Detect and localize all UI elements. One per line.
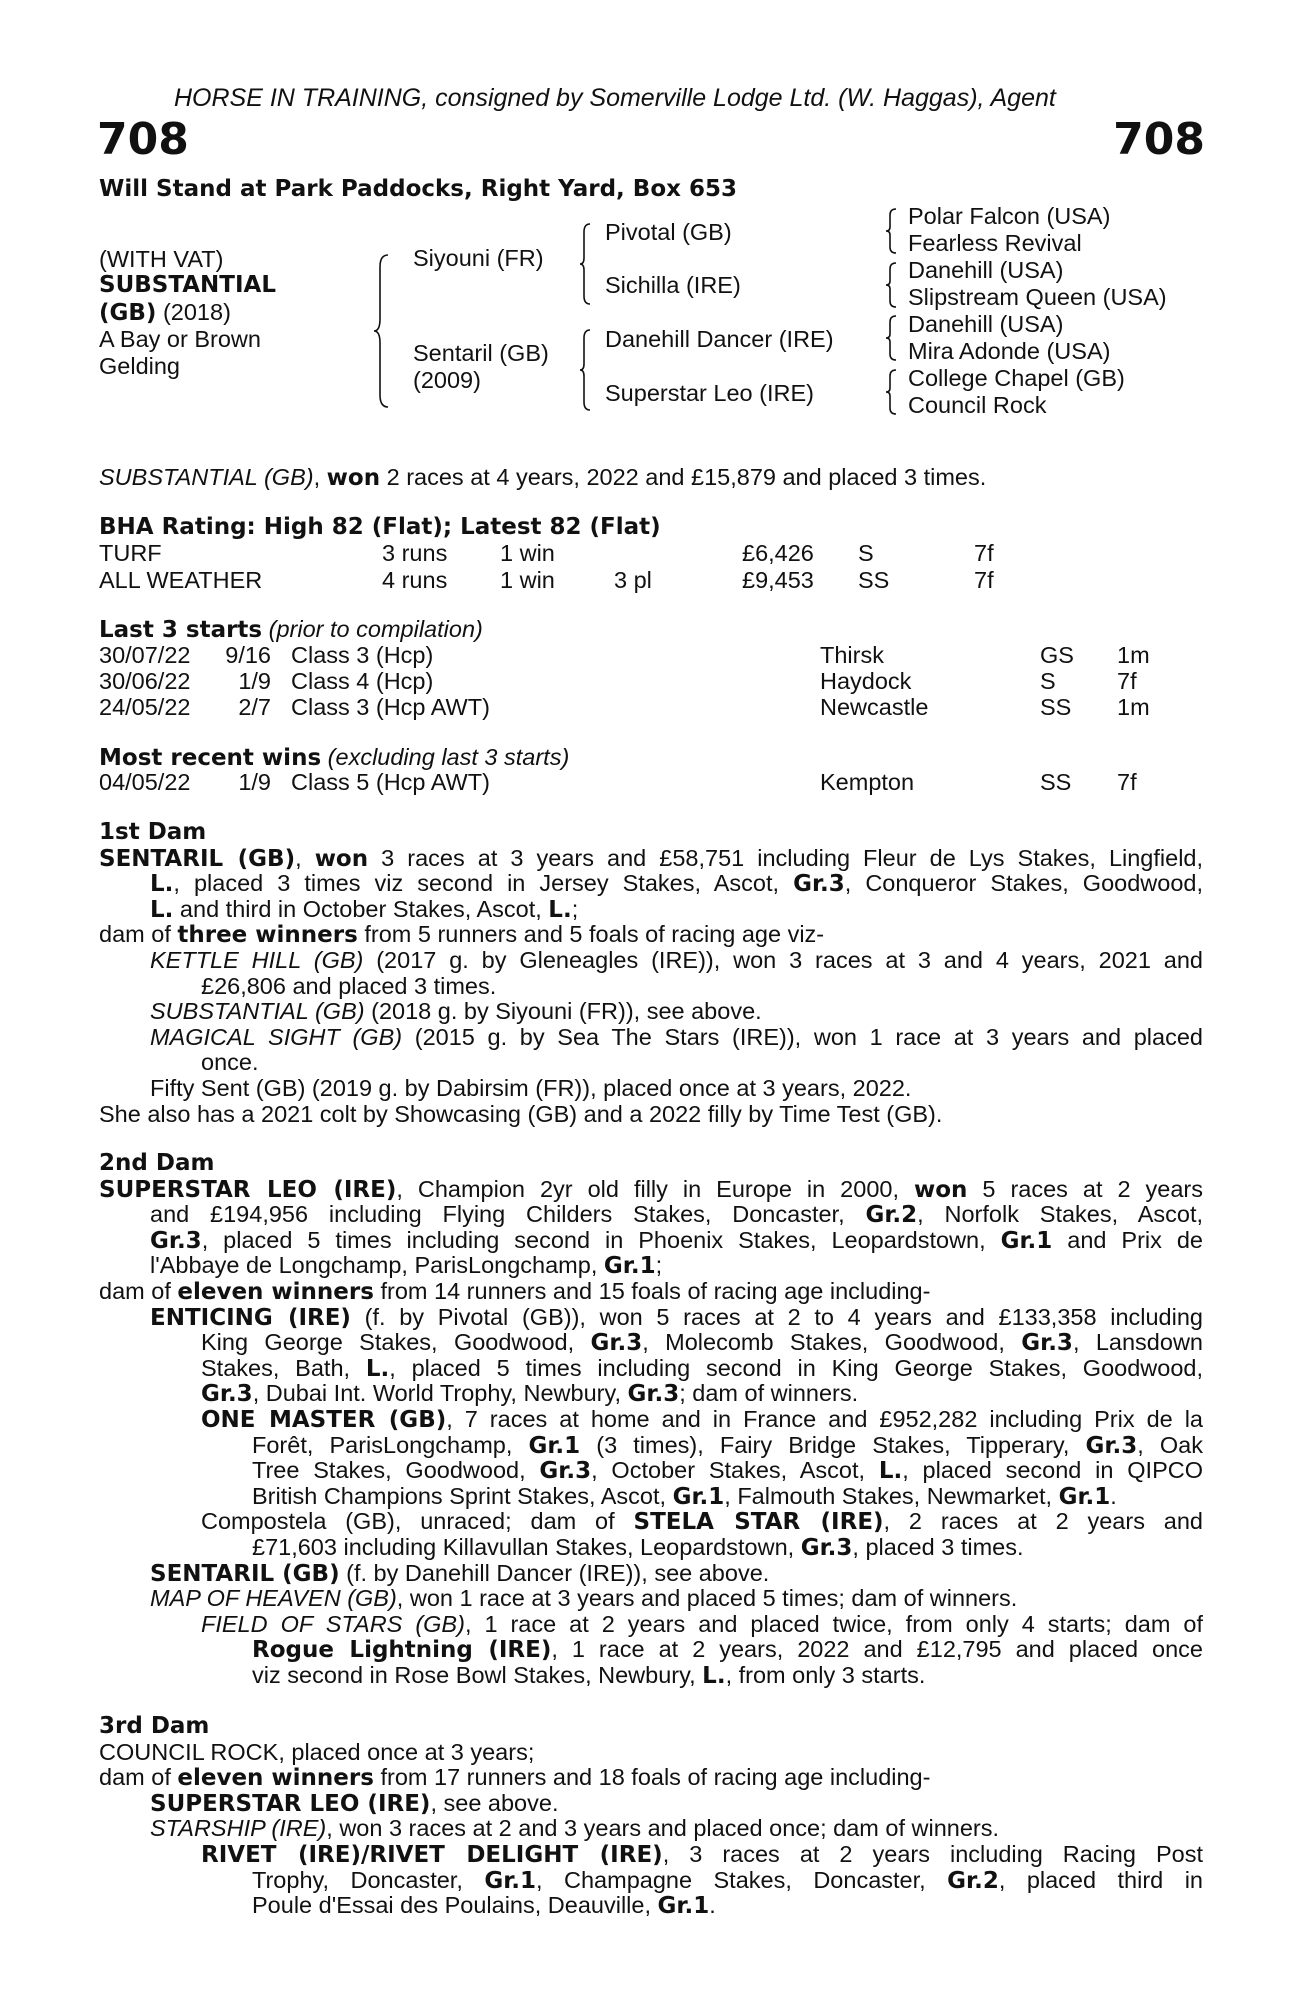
text: Poule d'Essai des Poulains, Deauville, [252, 1892, 658, 1919]
bold-text: SENTARIL (GB) [150, 1560, 340, 1587]
bold-text: ONE MASTER (GB) [201, 1407, 447, 1433]
bold-text: Rogue Lightning (IRE) [252, 1637, 552, 1663]
horse-country: (GB) [99, 300, 157, 326]
text: , won 3 races at 2 and 3 years and placed once; dam of winners. [326, 1815, 1000, 1842]
last-starts-note: (prior to compilation) [262, 616, 483, 642]
text: , see above. [430, 1789, 559, 1816]
text: , won 1 race at 3 years and placed 5 times; dam of winners. [396, 1585, 1018, 1612]
bold-text: Gr.3 [539, 1458, 592, 1484]
dam-text-line [252, 1535, 1024, 1562]
pedigree-sire-sire: Pivotal (GB) [605, 219, 732, 245]
text: from 17 runners and 18 foals of racing age including- [373, 1764, 931, 1791]
horse-country-year [99, 300, 231, 327]
text: viz second in Rose Bowl Stakes, Newbury, [252, 1662, 703, 1688]
pedigree-sire: Siyouni (FR) [413, 245, 544, 271]
last-start-course: Thirsk [820, 642, 884, 668]
pedigree-g3-3: Danehill (USA) [908, 257, 1064, 283]
text: £26,806 and placed 3 times. [201, 972, 497, 999]
text: Trophy, Doncaster, [252, 1867, 485, 1893]
text: , Conqueror Stakes, Goodwood, [844, 871, 1203, 897]
last-start-pos: 9/16 [225, 642, 271, 668]
text: , Champion 2yr old filly in Europe in 2000, [396, 1176, 914, 1202]
dam-text-line [201, 1356, 1203, 1382]
bold-text: Gr.3 [150, 1227, 202, 1254]
text: , 7 races at home and in France and £952,282 including Prix de la [446, 1407, 1203, 1432]
dam-text-line [99, 1102, 942, 1128]
bold-text: Gr.1 [657, 1893, 710, 1920]
stand-location: Will Stand at Park Paddocks, Right Yard, Box 653 [99, 176, 737, 202]
last-start-distance: 1m [1117, 642, 1150, 668]
dam-text-line [252, 1893, 716, 1920]
text: , Dubai Int. World Trophy, Newbury, [252, 1380, 628, 1407]
dam-text-line [99, 1279, 930, 1306]
dam-text-line [99, 1740, 534, 1766]
text: , Norfolk Stakes, Ascot, [917, 1202, 1203, 1228]
recent-wins-note: (excluding last 3 starts) [321, 744, 570, 770]
dam-text-line [150, 1202, 1203, 1228]
pedigree-brace-g3-3 [884, 314, 898, 362]
bold-text: SUPERSTAR LEO (IRE) [150, 1790, 431, 1817]
text: from 5 runners and 5 foals of racing age viz- [357, 921, 825, 948]
italic-text: FIELD OF STARS (GB) [201, 1611, 465, 1637]
text: , from only 3 starts. [725, 1662, 926, 1688]
bold-text: Gr.1 [1058, 1483, 1111, 1510]
rating-runs: 3 runs [382, 540, 448, 566]
text: dam of [99, 921, 178, 948]
last-starts-heading [99, 617, 483, 644]
text: , Oak [1137, 1432, 1203, 1458]
dam-text-line [99, 1765, 930, 1792]
last-start-pos: 1/9 [238, 668, 271, 694]
text: Fifty Sent (GB) (2019 g. by Dabirsim (FR)), placed once at 3 years, 2022. [150, 1075, 912, 1101]
summary-rest: 2 races at 4 years, 2022 and £15,879 and placed 3 times. [380, 464, 987, 490]
recent-wins-heading [99, 745, 569, 772]
lot-number-right: 708 [1113, 114, 1205, 165]
dam-text-line [150, 948, 1203, 974]
text: from 14 runners and 15 foals of racing age including- [373, 1278, 931, 1304]
last-start-distance: 7f [1117, 668, 1137, 694]
text: , placed 3 times viz second in Jersey Stakes, Ascot, [173, 871, 794, 897]
last-start-race: Class 4 (Hcp) [291, 668, 434, 694]
text: and £194,956 including Flying Childers Stakes, Doncaster, [150, 1202, 866, 1228]
text: (3 times), Fairy Bridge Stakes, Tipperary, [580, 1432, 1086, 1458]
dam-text-line [99, 922, 824, 949]
horse-year: (2018) [156, 299, 231, 325]
bold-text: L. [702, 1663, 726, 1689]
dam-text-line [201, 1407, 1203, 1433]
lot-number-left: 708 [97, 114, 189, 165]
bold-text: L. [548, 896, 572, 923]
bold-text: SENTARIL (GB) [99, 845, 296, 872]
recent-win-date: 04/05/22 [99, 769, 191, 795]
last-start-date: 30/07/22 [99, 642, 191, 668]
bold-text: Gr.3 [793, 871, 845, 897]
rating-placed: 3 pl [614, 567, 652, 593]
text: dam of [99, 1278, 178, 1304]
rating-runs: 4 runs [382, 567, 448, 593]
italic-text: SUBSTANTIAL (GB) [150, 998, 365, 1025]
text: British Champions Sprint Stakes, Ascot, [252, 1482, 673, 1509]
last-start-race: Class 3 (Hcp) [291, 642, 434, 668]
dam-text-line [252, 1484, 1117, 1511]
pedigree-dam-dam: Superstar Leo (IRE) [605, 380, 814, 406]
text: Forêt, ParisLongchamp, [252, 1432, 529, 1458]
dam-text-line [150, 871, 1203, 897]
bold-text: Gr.3 [1021, 1330, 1073, 1356]
bold-text: SUPERSTAR LEO (IRE) [99, 1176, 397, 1203]
rating-going: S [858, 540, 874, 566]
bha-rating-heading: BHA Rating: High 82 (Flat); Latest 82 (Flat) [99, 514, 661, 540]
last-start-pos: 2/7 [238, 694, 271, 720]
pedigree-dam: Sentaril (GB) [413, 340, 549, 366]
dam-heading: 1st Dam [99, 819, 207, 845]
text: , 3 races at 2 years including Racing Post [662, 1842, 1203, 1867]
rating-surface: ALL WEATHER [99, 567, 263, 593]
dam-text-line [201, 1050, 259, 1076]
dam-heading: 3rd Dam [99, 1713, 210, 1739]
last-start-going: GS [1040, 642, 1074, 668]
bold-text: Gr.3 [627, 1381, 680, 1408]
summary-won: won [326, 465, 381, 491]
text: She also has a 2021 colt by Showcasing (GB) and a 2022 filly by Time Test (GB). [99, 1100, 943, 1127]
dam-text-line [99, 846, 1203, 872]
dam-text-line [201, 1842, 1203, 1868]
recent-win-course: Kempton [820, 769, 915, 795]
last-start-going: S [1040, 668, 1056, 694]
text: ; [571, 895, 579, 922]
text: Tree Stakes, Goodwood, [252, 1458, 540, 1484]
dam-heading: 2nd Dam [99, 1150, 215, 1176]
last-starts-title: Last 3 starts [99, 617, 263, 643]
dam-text-line [150, 1305, 1203, 1331]
text: , [295, 845, 315, 871]
dam-text-line [252, 1637, 1203, 1663]
summary-horse-name: SUBSTANTIAL (GB) [99, 464, 314, 490]
text: , 1 race at 2 years, 2022 and £12,795 and placed once [551, 1637, 1203, 1663]
bold-text: L. [365, 1355, 390, 1382]
pedigree-brace-gen1 [372, 253, 392, 409]
rating-distance: 7f [974, 567, 994, 593]
text: and third in October Stakes, Ascot, [173, 895, 549, 922]
text: . [709, 1892, 716, 1919]
rating-wins: 1 win [500, 540, 555, 566]
pedigree-brace-g3-1 [884, 207, 898, 255]
text: , 1 race at 2 years and placed twice, from only 4 starts; dam of [464, 1611, 1203, 1637]
bold-text: Gr.1 [603, 1253, 656, 1280]
bold-text: Gr.3 [201, 1381, 253, 1408]
pedigree-sire-dam: Sichilla (IRE) [605, 272, 741, 298]
recent-win-distance: 7f [1117, 769, 1137, 795]
dam-text-line [150, 1561, 769, 1588]
recent-win-race: Class 5 (Hcp AWT) [291, 769, 490, 795]
dam-text-line [99, 1177, 1203, 1203]
text: King George Stakes, Goodwood, [201, 1330, 591, 1356]
text: , placed 3 times. [852, 1534, 1024, 1560]
dam-text-line [252, 1663, 925, 1690]
bold-text: Gr.3 [1085, 1432, 1138, 1459]
rating-earnings: £9,453 [742, 567, 814, 593]
text: (2018 g. by Siyouni (FR)), see above. [364, 998, 762, 1025]
dam-text-line [150, 1076, 911, 1102]
dam-text-line [201, 1381, 858, 1408]
pedigree-brace-dam [578, 328, 592, 412]
text: Compostela (GB), unraced; dam of [201, 1509, 634, 1535]
text: , Champagne Stakes, Doncaster, [536, 1867, 948, 1893]
text: (f. by Pivotal (GB)), won 5 races at 2 to 4 years and £133,358 including [350, 1304, 1203, 1330]
last-start-course: Newcastle [820, 694, 929, 720]
recent-wins-title: Most recent wins [99, 745, 322, 771]
text: l'Abbaye de Longchamp, ParisLongchamp, [150, 1252, 604, 1279]
dam-text-line [150, 1816, 999, 1842]
pedigree-brace-sire [578, 222, 592, 306]
text: , Falmouth Stakes, Newmarket, [724, 1482, 1059, 1509]
text: dam of [99, 1764, 178, 1791]
dam-text-line [201, 1509, 1203, 1535]
rating-earnings: £6,426 [742, 540, 814, 566]
bold-text: won [314, 845, 369, 872]
italic-text: MAGICAL SIGHT (GB) [150, 1024, 403, 1050]
dam-text-line [252, 1868, 1203, 1894]
bold-text: Gr.1 [528, 1432, 581, 1459]
text: (2015 g. by Sea The Stars (IRE)), won 1 race at 3 years and placed [402, 1024, 1203, 1050]
rating-going: SS [858, 567, 890, 593]
text: 3 races at 3 years and £58,751 including Fleur de Lys Stakes, Lingfield, [368, 845, 1203, 871]
rating-wins: 1 win [500, 567, 555, 593]
dam-text-line [252, 1433, 1203, 1459]
text: , 2 races at 2 years and [883, 1509, 1203, 1535]
horse-name: SUBSTANTIAL [99, 272, 276, 298]
horse-sex: Gelding [99, 353, 180, 379]
dam-text-line [150, 1228, 1203, 1254]
pedigree-g3-1: Polar Falcon (USA) [908, 203, 1111, 229]
text: 5 races at 2 years [967, 1176, 1203, 1202]
italic-text: STARSHIP (IRE) [150, 1815, 327, 1842]
last-start-date: 30/06/22 [99, 668, 191, 694]
dam-text-line [150, 1025, 1203, 1051]
dam-text-line [252, 1458, 1203, 1484]
text: , Molecomb Stakes, Goodwood, [642, 1330, 1022, 1356]
last-start-date: 24/05/22 [99, 694, 191, 720]
dam-text-line [150, 999, 762, 1025]
pedigree-g3-5: Danehill (USA) [908, 311, 1064, 337]
bold-text: RIVET (IRE)/RIVET DELIGHT (IRE) [201, 1842, 663, 1868]
text: , placed 5 times including second in King George Stakes, Goodwood, [389, 1355, 1203, 1381]
pedigree-brace-g3-2 [884, 261, 898, 309]
bold-text: eleven winners [177, 1765, 374, 1792]
rating-surface: TURF [99, 540, 162, 566]
consignment-line: HORSE IN TRAINING, consigned by Somerville Lodge Ltd. (W. Haggas), Agent [174, 84, 1056, 112]
dam-text-line [201, 974, 496, 1000]
dam-text-line [150, 897, 578, 924]
pedigree-g3-2: Fearless Revival [908, 230, 1082, 256]
pedigree-g3-8: Council Rock [908, 392, 1047, 418]
bold-text: eleven winners [177, 1279, 374, 1305]
pedigree-brace-g3-4 [884, 368, 898, 416]
text: (f. by Danehill Dancer (IRE)), see above. [339, 1559, 770, 1586]
bold-text: Gr.1 [484, 1867, 537, 1894]
text: £71,603 including Killavullan Stakes, Leopardstown, [252, 1534, 801, 1560]
dam-text-line [150, 1586, 1017, 1612]
rating-distance: 7f [974, 540, 994, 566]
bold-text: won [913, 1176, 968, 1203]
bold-text: Gr.2 [947, 1867, 999, 1894]
last-start-race: Class 3 (Hcp AWT) [291, 694, 490, 720]
dam-text-line [150, 1253, 662, 1280]
pedigree-dam-sire: Danehill Dancer (IRE) [605, 326, 834, 352]
text: Stakes, Bath, [201, 1355, 366, 1381]
bold-text: Gr.3 [590, 1330, 643, 1356]
dam-text-line [150, 1791, 558, 1818]
last-start-distance: 1m [1117, 694, 1150, 720]
recent-win-going: SS [1040, 769, 1072, 795]
recent-win-pos: 1/9 [238, 769, 271, 795]
text: , Lansdown [1072, 1330, 1203, 1356]
horse-colour: A Bay or Brown [99, 326, 261, 352]
italic-text: MAP OF HEAVEN (GB) [150, 1585, 397, 1612]
text: ; [655, 1252, 663, 1279]
text: (2017 g. by Gleneagles (IRE)), won 3 races at 3 and 4 years, 2021 and [363, 948, 1203, 973]
bold-text: three winners [177, 922, 358, 949]
summary-separator: , [313, 464, 327, 490]
bold-text: Gr.1 [672, 1483, 725, 1510]
bold-text: Gr.2 [865, 1202, 918, 1228]
pedigree-g3-7: College Chapel (GB) [908, 365, 1125, 391]
text: and Prix de [1052, 1227, 1203, 1253]
bold-text: ENTICING (IRE) [150, 1304, 351, 1331]
text: ; dam of winners. [679, 1380, 859, 1407]
pedigree-g3-4: Slipstream Queen (USA) [908, 284, 1167, 310]
text: , placed third in [998, 1867, 1203, 1893]
pedigree-g3-6: Mira Adonde (USA) [908, 338, 1111, 364]
bold-text: L. [150, 896, 174, 923]
last-start-going: SS [1040, 694, 1072, 720]
dam-text-line [201, 1612, 1203, 1638]
text: , placed 5 times including second in Phoenix Stakes, Leopardstown, [201, 1227, 1001, 1253]
text: COUNCIL ROCK, placed once at 3 years; [99, 1738, 535, 1765]
race-summary [99, 465, 986, 492]
bold-text: L. [878, 1458, 903, 1484]
vat-note: (WITH VAT) [99, 246, 224, 272]
text: once. [201, 1049, 259, 1076]
last-start-course: Haydock [820, 668, 912, 694]
text: , placed second in QIPCO [902, 1458, 1203, 1484]
text: . [1110, 1482, 1117, 1509]
bold-text: L. [150, 871, 174, 897]
dam-text-line [201, 1330, 1203, 1356]
bold-text: Gr.3 [800, 1535, 853, 1561]
bold-text: STELA STAR (IRE) [633, 1509, 884, 1535]
text: , October Stakes, Ascot, [591, 1458, 879, 1484]
italic-text: KETTLE HILL (GB) [150, 948, 364, 973]
bold-text: Gr.1 [1000, 1227, 1053, 1254]
pedigree-dam-year: (2009) [413, 367, 481, 393]
